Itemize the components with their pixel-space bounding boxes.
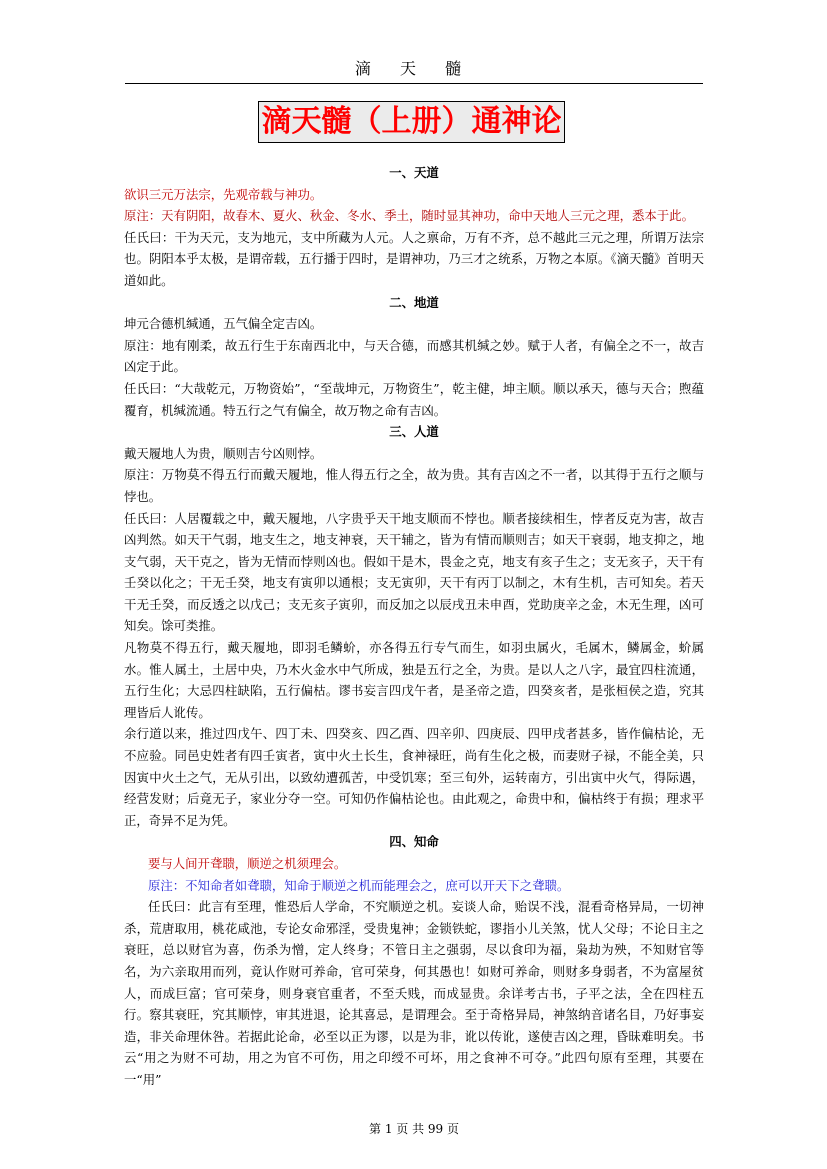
commentary-rendao-3: 余行道以来，推过四戊午、四丁未、四癸亥、四乙酉、四辛卯、四庚辰、四甲戌者甚多，皆作偏枯论，无不应验。同邑史姓者有四壬寅者，寅中火土长生，食神禄旺，尚有生化之极，而妻财子禄，不能全美，只因寅中火土之气，无从引出，以致幼遭孤苦，中受饥寒；至三旬外，运转南方，引出寅中火气，得际遇，经营发财；后竟无子，家业分夺一空。可知仍作偏枯论也。由此观之，命贵中和，偏枯终于有损；理求平正，奇异不足为凭。 xyxy=(124,726,704,828)
note-tiandao: 原注：天有阴阳，故春木、夏火、秋金、冬水、季土，随时显其神功，命中天地人三元之理，悉本于此。 xyxy=(124,208,694,224)
verse-didao: 坤元合德机缄通，五气偏全定吉凶。 xyxy=(124,316,323,332)
verse-rendao: 戴天履地人为贵，顺则吉兮凶则悖。 xyxy=(124,445,323,461)
note-didao: 原注：地有刚柔，故五行生于东南西北中，与天合德，而感其机缄之妙。赋于人者，有偏全之不一，故吉凶定于此。 xyxy=(124,337,704,375)
section-heading-didao: 二、地道 xyxy=(389,294,439,310)
page-body xyxy=(124,162,704,1091)
running-header: 滴 天 髓 xyxy=(354,59,474,78)
page-footer: 第 1 页 共 99 页 xyxy=(369,1122,459,1136)
commentary-didao: 任氏曰：“大哉乾元，万物资始”，“至哉坤元，万物资生”，乾主健，坤主顺。顺以承天，德与天合；煦蕴覆育，机缄流通。特五行之气有偏全，故万物之命有吉凶。 xyxy=(124,380,704,418)
commentary-rendao-2: 凡物莫不得五行，戴天履地，即羽毛鳞蚧，亦各得五行专气而生，如羽虫属火，毛属木，鳞属金，蚧属水。惟人属土，土居中央，乃木火金水中气所成，独是五行之全，为贵。是以人之八字，最宜四柱流通，五行生化；大忌四柱缺陷，五行偏枯。谬书妄言四戊午者，是圣帝之造，四癸亥者，是张桓侯之造，究其理皆后人讹传。 xyxy=(124,640,704,720)
note-zhiming: 原注：不知命者如聋聩，知命于顺逆之机而能理会之，庶可以开天下之聋聩。 xyxy=(148,877,570,893)
commentary-rendao-1: 任氏曰：人居覆载之中，戴天履地，八字贵乎天干地支顺而不悖也。顺者接续相生，悖者反克为害，故吉凶判然。如天干气弱，地支生之，地支神衰，天干辅之，皆为有情而顺则吉；如天干衰弱，地支抑之，地支气弱，天干克之，皆为无情而悖则凶也。假如干是木，畏金之克，地支有亥子生之；支无亥子，天干有壬癸以化之；干无壬癸，地支有寅卯以通根；支无寅卯，天干有丙丁以制之，木有生机，吉可知矣。若天干无壬癸，而反透之以戊己；支无亥子寅卯，而反加之以辰戌丑未申酉，党助庚辛之金，木无生理，凶可知矣。馀可类推。 xyxy=(124,510,704,634)
note-rendao: 原注：万物莫不得五行而戴天履地，惟人得五行之全，故为贵。其有吉凶之不一者，以其得于五行之顺与悖也。 xyxy=(124,467,704,504)
header-rule xyxy=(125,83,703,84)
document-title: 滴天髓（上册）通神论 xyxy=(258,101,565,143)
verse-zhiming: 要与人间开聋聩，顺逆之机须理会。 xyxy=(148,856,347,871)
section-heading-tiandao: 一、天道 xyxy=(389,165,439,180)
verse-tiandao: 欲识三元万法宗，先观帝载与神功。 xyxy=(124,186,323,202)
section-heading-zhiming: 四、知命 xyxy=(389,834,439,850)
section-heading-rendao: 三、人道 xyxy=(389,424,439,440)
commentary-tiandao: 任氏曰：干为天元，支为地元，支中所藏为人元。人之禀命，万有不齐，总不越此三元之理，所谓万法宗也。阴阳本乎太极，是谓帝载，五行播于四时，是谓神功，乃三才之统系，万物之本原。《滴天髓》首明天道如此。 xyxy=(124,229,704,288)
commentary-zhiming: 任氏曰：此言有至理，惟恐后人学命，不究顺逆之机。妄谈人命，贻误不浅，混看奇格异局，一切神杀，荒唐取用，桃花咸池，专论女命邪淫，受贵鬼神；金锁铁蛇，谬指小儿关煞，忧人父母；不论日主之衰旺，总以财官为喜，伤杀为憎，定人终身；不管日主之强弱，尽以食印为福，枭劫为殃，不知财官等名，为六亲取用而列，竟认作财可养命，官可荣身，何其愚也！如财可养命，则财多身弱者，不为富屋贫人，而成巨富；官可荣身，则身衰官重者，不至夭贱，而成显贵。余详考古书，子平之法，全在四柱五行。察其衰旺，究其顺悖，审其进退，论其喜忌，是谓理会。至于奇格异局，神煞纳音诸名目，乃好事妄造，非关命理休咎。若据此论命，必至以正为谬，以是为非，讹以传讹，遂使吉凶之理，昏昧难明矣。书云“用之为财不可劫，用之为官不可伤，用之印绶不可坏，用之食神不可夺。”此四句原有至理，其要在一“用” xyxy=(124,899,704,1087)
